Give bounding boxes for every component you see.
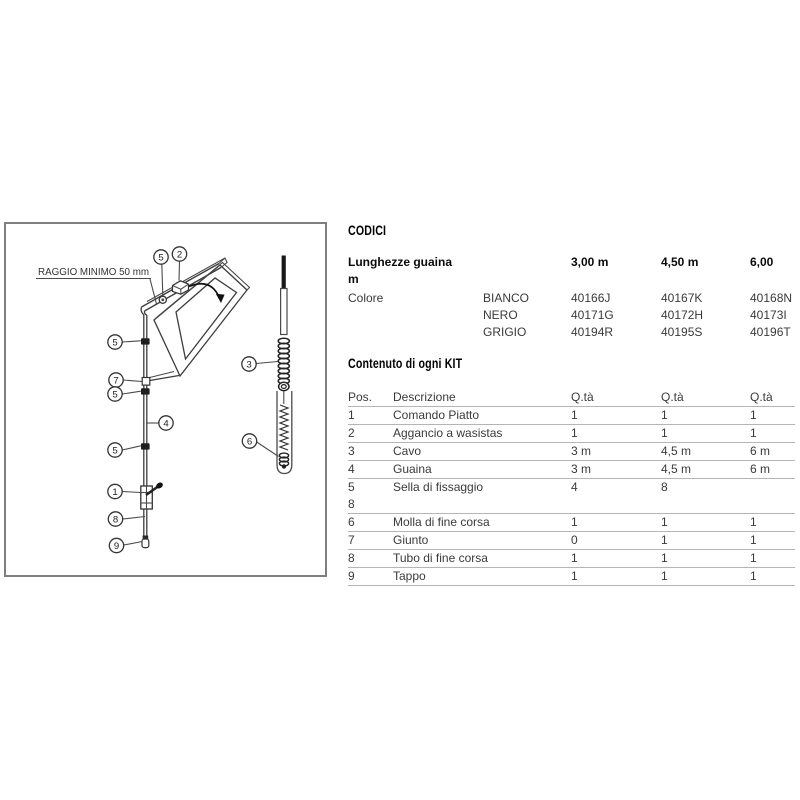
codici-title: CODICI [348,222,387,238]
table-row [348,550,795,568]
cell-qty: 0 [571,533,578,547]
callout-9 [109,538,142,552]
cell-desc: Guaina [393,462,432,476]
col-header-qty1: Q.tà [571,390,594,404]
spring-bottom-coil [279,453,288,466]
cell-pos-line2: 8 [348,497,355,511]
code-cell: 40194R [571,325,614,339]
code-row-grigio [348,324,795,341]
table-row [348,532,795,550]
code-cell: 40196T [750,325,791,339]
cell-qty: 1 [750,551,757,565]
joint-box [142,378,150,386]
code-row-nero [348,307,795,324]
svg-text:8: 8 [112,514,119,526]
cell-pos: 3 [348,444,355,458]
col-header-qty3: Q.tà [750,390,773,404]
svg-text:5: 5 [158,252,164,264]
color-name: NERO [483,308,518,322]
cable-black-end [282,256,286,289]
cell-qty: 4,5 m [661,462,692,476]
svg-text:1: 1 [112,486,118,498]
cell-qty: 1 [661,569,668,583]
table-row [348,443,795,461]
cell-qty: 1 [661,551,668,565]
length-row-label [348,254,478,288]
coupling-ring [279,382,289,390]
end-cap [142,536,149,548]
cell-qty: 6 m [750,444,771,458]
kit-contents-table [348,389,795,586]
cell-qty: 1 [571,569,578,583]
saddle-clip-1 [141,338,150,344]
cell-qty: 1 [571,515,578,529]
cell-pos: 1 [348,408,355,422]
saddle-clip-2 [141,388,150,394]
code-cell: 40172H [661,308,704,322]
table-row [348,514,795,532]
col-header-qty2: Q.tà [661,390,684,404]
kit-title: Contenuto di ogni KIT [348,355,463,371]
svg-text:3: 3 [246,359,252,371]
cell-qty: 1 [571,408,578,422]
cell-qty: 1 [661,515,668,529]
table-row [348,568,795,586]
cell-qty: 1 [661,533,668,547]
cell-desc: Tappo [393,569,426,583]
length-col-3m: 3,00 m [571,255,609,269]
callout-1 [108,484,141,498]
length-label-line1: Lunghezze guaina [348,255,453,269]
svg-text:7: 7 [113,375,119,387]
cell-pos [348,479,393,513]
svg-text:6: 6 [246,436,253,448]
svg-text:9: 9 [113,540,120,552]
cell-qty: 1 [661,408,668,422]
colore-label: Colore [348,291,384,305]
cell-qty [750,479,795,513]
cell-qty: 1 [750,533,757,547]
cell-qty: 3 m [571,462,592,476]
raggio-minimo-label: RAGGIO MINIMO 50 mm [38,267,150,278]
callout-5-lower [108,443,141,457]
cell-pos: 9 [348,569,355,583]
spring-tip [282,464,286,468]
col-header-desc: Descrizione [393,390,456,404]
cable-detail-view [277,256,292,474]
kit-header-row [348,389,795,407]
cell-qty: 6 m [750,462,771,476]
color-name: BIANCO [483,291,530,305]
code-cell: 40166J [571,291,611,305]
cell-desc: Molla di fine corsa [393,515,490,529]
control-handle [141,481,164,509]
cell-qty: 1 [750,569,757,583]
code-cell: 40195S [661,325,703,339]
code-row-bianco [348,290,795,307]
cell-pos: 2 [348,426,355,440]
svg-text:5: 5 [112,337,118,349]
svg-text:2: 2 [176,249,183,261]
cable-spiral [278,338,289,383]
cell-pos: 4 [348,462,355,476]
length-col-6m: 6,00 [750,255,774,269]
length-col-45m: 4,50 m [661,255,699,269]
cell-desc: Giunto [393,533,429,547]
cell-desc: Cavo [393,444,422,458]
cell-qty: 1 [750,515,757,529]
cell-qty: 8 [661,480,668,494]
cell-pos: 7 [348,533,355,547]
callout-5-top [154,250,168,296]
cable-bend-inner [144,311,146,315]
color-name: GRIGIO [483,325,527,339]
svg-text:4: 4 [163,418,169,430]
cell-pos-line1: 5 [348,480,355,494]
svg-text:5: 5 [112,389,118,401]
code-cell: 40173I [750,308,787,322]
saddle-clip-3 [141,443,150,449]
callout-3 [242,357,278,371]
svg-text:5: 5 [112,445,118,457]
callout-4 [147,416,173,430]
callout-5-upper [108,335,141,349]
callout-8 [108,512,145,526]
cable-tube [281,289,287,335]
callout-2 [172,247,186,281]
callout-5-mid [108,387,141,401]
cable-bend [141,307,144,315]
cell-desc: Comando Piatto [393,408,480,422]
cell-pos: 8 [348,551,355,565]
cell-qty: 1 [750,426,757,440]
table-row [348,407,795,425]
table-row [348,479,795,514]
callout-6 [242,434,278,457]
window-sash [154,263,250,377]
cell-desc: Sella di fissaggio [393,480,484,494]
end-stop-spring [280,405,288,450]
mechanism-diagram [0,215,340,590]
cell-qty: 1 [750,408,757,422]
code-cell: 40171G [571,308,614,322]
cell-pos: 6 [348,515,355,529]
cell-qty: 1 [661,426,668,440]
cell-qty: 3 m [571,444,592,458]
col-header-pos: Pos. [348,390,373,404]
rail-grommet [159,296,166,303]
cell-qty: 1 [571,551,578,565]
cell-desc: Aggancio a wasistas [393,426,503,440]
cell-desc: Tubo di fine corsa [393,551,488,565]
cell-qty: 4,5 m [661,444,692,458]
cell-qty: 4 [571,480,578,494]
table-row [348,461,795,479]
length-label-line2: m [348,272,359,286]
table-row [348,425,795,443]
code-cell: 40167K [661,291,703,305]
callout-7 [109,373,142,387]
code-cell: 40168N [750,291,793,305]
cell-qty: 1 [571,426,578,440]
